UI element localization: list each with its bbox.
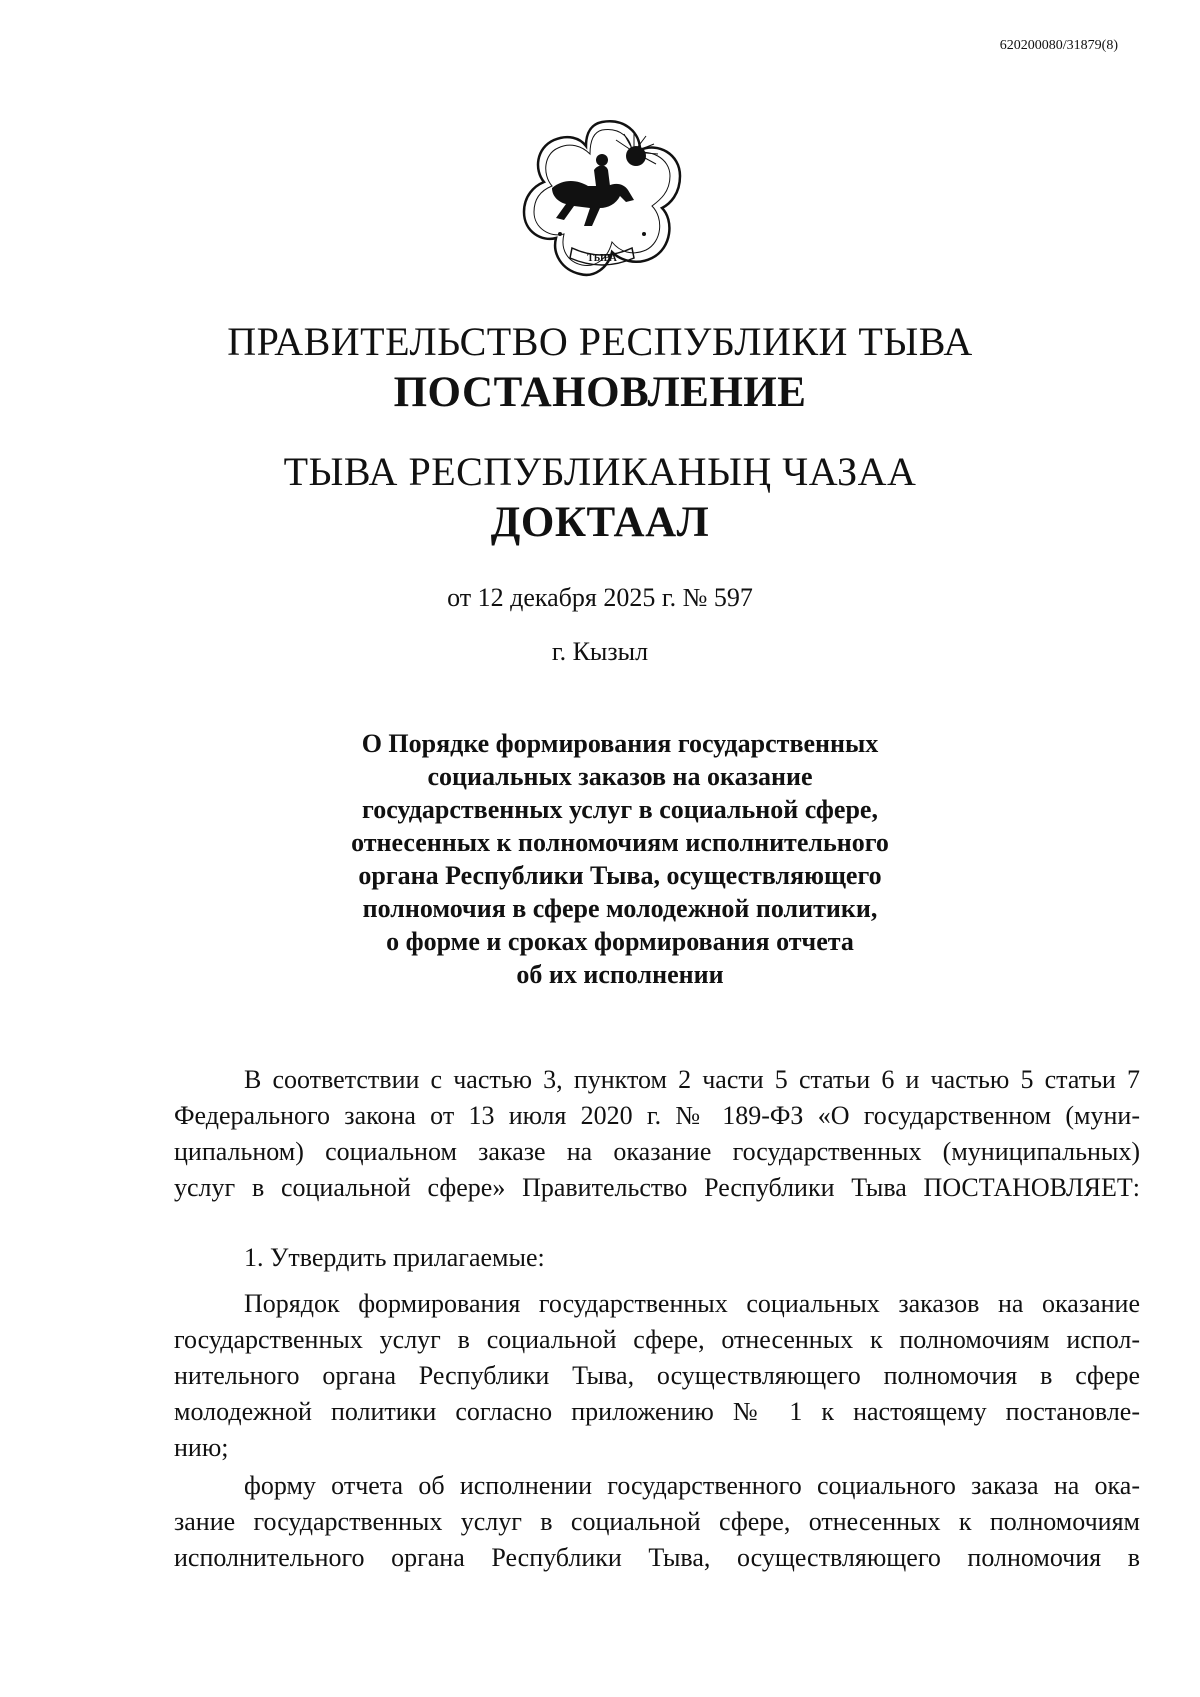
subject-line: социальных заказов на оказание <box>427 762 813 791</box>
subject-line: полномочия в сфере молодежной политики, <box>362 894 878 923</box>
subject-line: государственных услуг в социальной сфере, <box>362 795 878 824</box>
paragraph-line: исполнительного органа Республики Тыва, осуществляющего полномочия в <box>174 1543 1140 1572</box>
subject-line: об их исполнении <box>516 960 724 989</box>
paragraph-line: молодежной политики согласно приложению № 1 к настоящему постановле- <box>174 1397 1140 1426</box>
paragraph-line: форму отчета об исполнении государственного социального заказа на ока- <box>244 1471 1140 1500</box>
tuva-emblem-icon <box>512 108 692 288</box>
government-title-tuvan: ТЫВА РЕСПУБЛИКАНЫҢ ЧАЗАА <box>283 449 917 494</box>
paragraph-line: услуг в социальной сфере» Правительство Республики Тыва ПОСТАНОВЛЯЕТ: <box>174 1173 1140 1202</box>
paragraph-line: В соответствии с частью 3, пунктом 2 части 5 статьи 6 и частью 5 статьи 7 <box>244 1065 1140 1094</box>
paragraph-line: ципальном) социальном заказе на оказание государственных (муниципальных) <box>174 1137 1140 1166</box>
subject-line: о форме и сроках формирования отчета <box>386 927 854 956</box>
paragraph-line: нительного органа Республики Тыва, осуществляющего полномочия в сфере <box>174 1361 1140 1390</box>
decree-city: г. Кызыл <box>551 637 649 666</box>
subject-line: О Порядке формирования государственных <box>361 729 879 758</box>
subject-line: органа Республики Тыва, осуществляющего <box>358 861 882 890</box>
paragraph-line: Федерального закона от 13 июля 2020 г. № 189-ФЗ «О государственном (муни- <box>174 1101 1140 1130</box>
order-paragraph <box>174 1286 1140 1466</box>
decree-type: ПОСТАНОВЛЕНИЕ <box>393 369 807 416</box>
paragraph-line: государственных услуг в социальной сфере, отнесенных к полномочиям испол- <box>174 1325 1140 1354</box>
paragraph-line: 1. Утвердить прилагаемые: <box>244 1243 545 1272</box>
preamble-paragraph <box>174 1062 1140 1206</box>
decree-type-tuvan: ДОКТААЛ <box>490 499 710 546</box>
doc-id: 620200080/31879(8) <box>999 38 1118 53</box>
paragraph-line: зание государственных услуг в социальной сфере, отнесенных к полномочиям <box>174 1507 1140 1536</box>
paragraph-line: Порядок формирования государственных социальных заказов на оказание <box>244 1289 1140 1318</box>
item-1-paragraph <box>174 1240 1140 1276</box>
government-title: ПРАВИТЕЛЬСТВО РЕСПУБЛИКИ ТЫВА <box>227 319 973 364</box>
decree-subject <box>300 727 940 991</box>
subject-line: отнесенных к полномочиям исполнительного <box>351 828 889 857</box>
decree-date-number: от 12 декабря 2025 г. № 597 <box>447 583 753 612</box>
paragraph-line: нию; <box>174 1433 229 1462</box>
svg-text:ТЫВА: ТЫВА <box>587 253 617 264</box>
report-form-paragraph <box>174 1468 1140 1576</box>
